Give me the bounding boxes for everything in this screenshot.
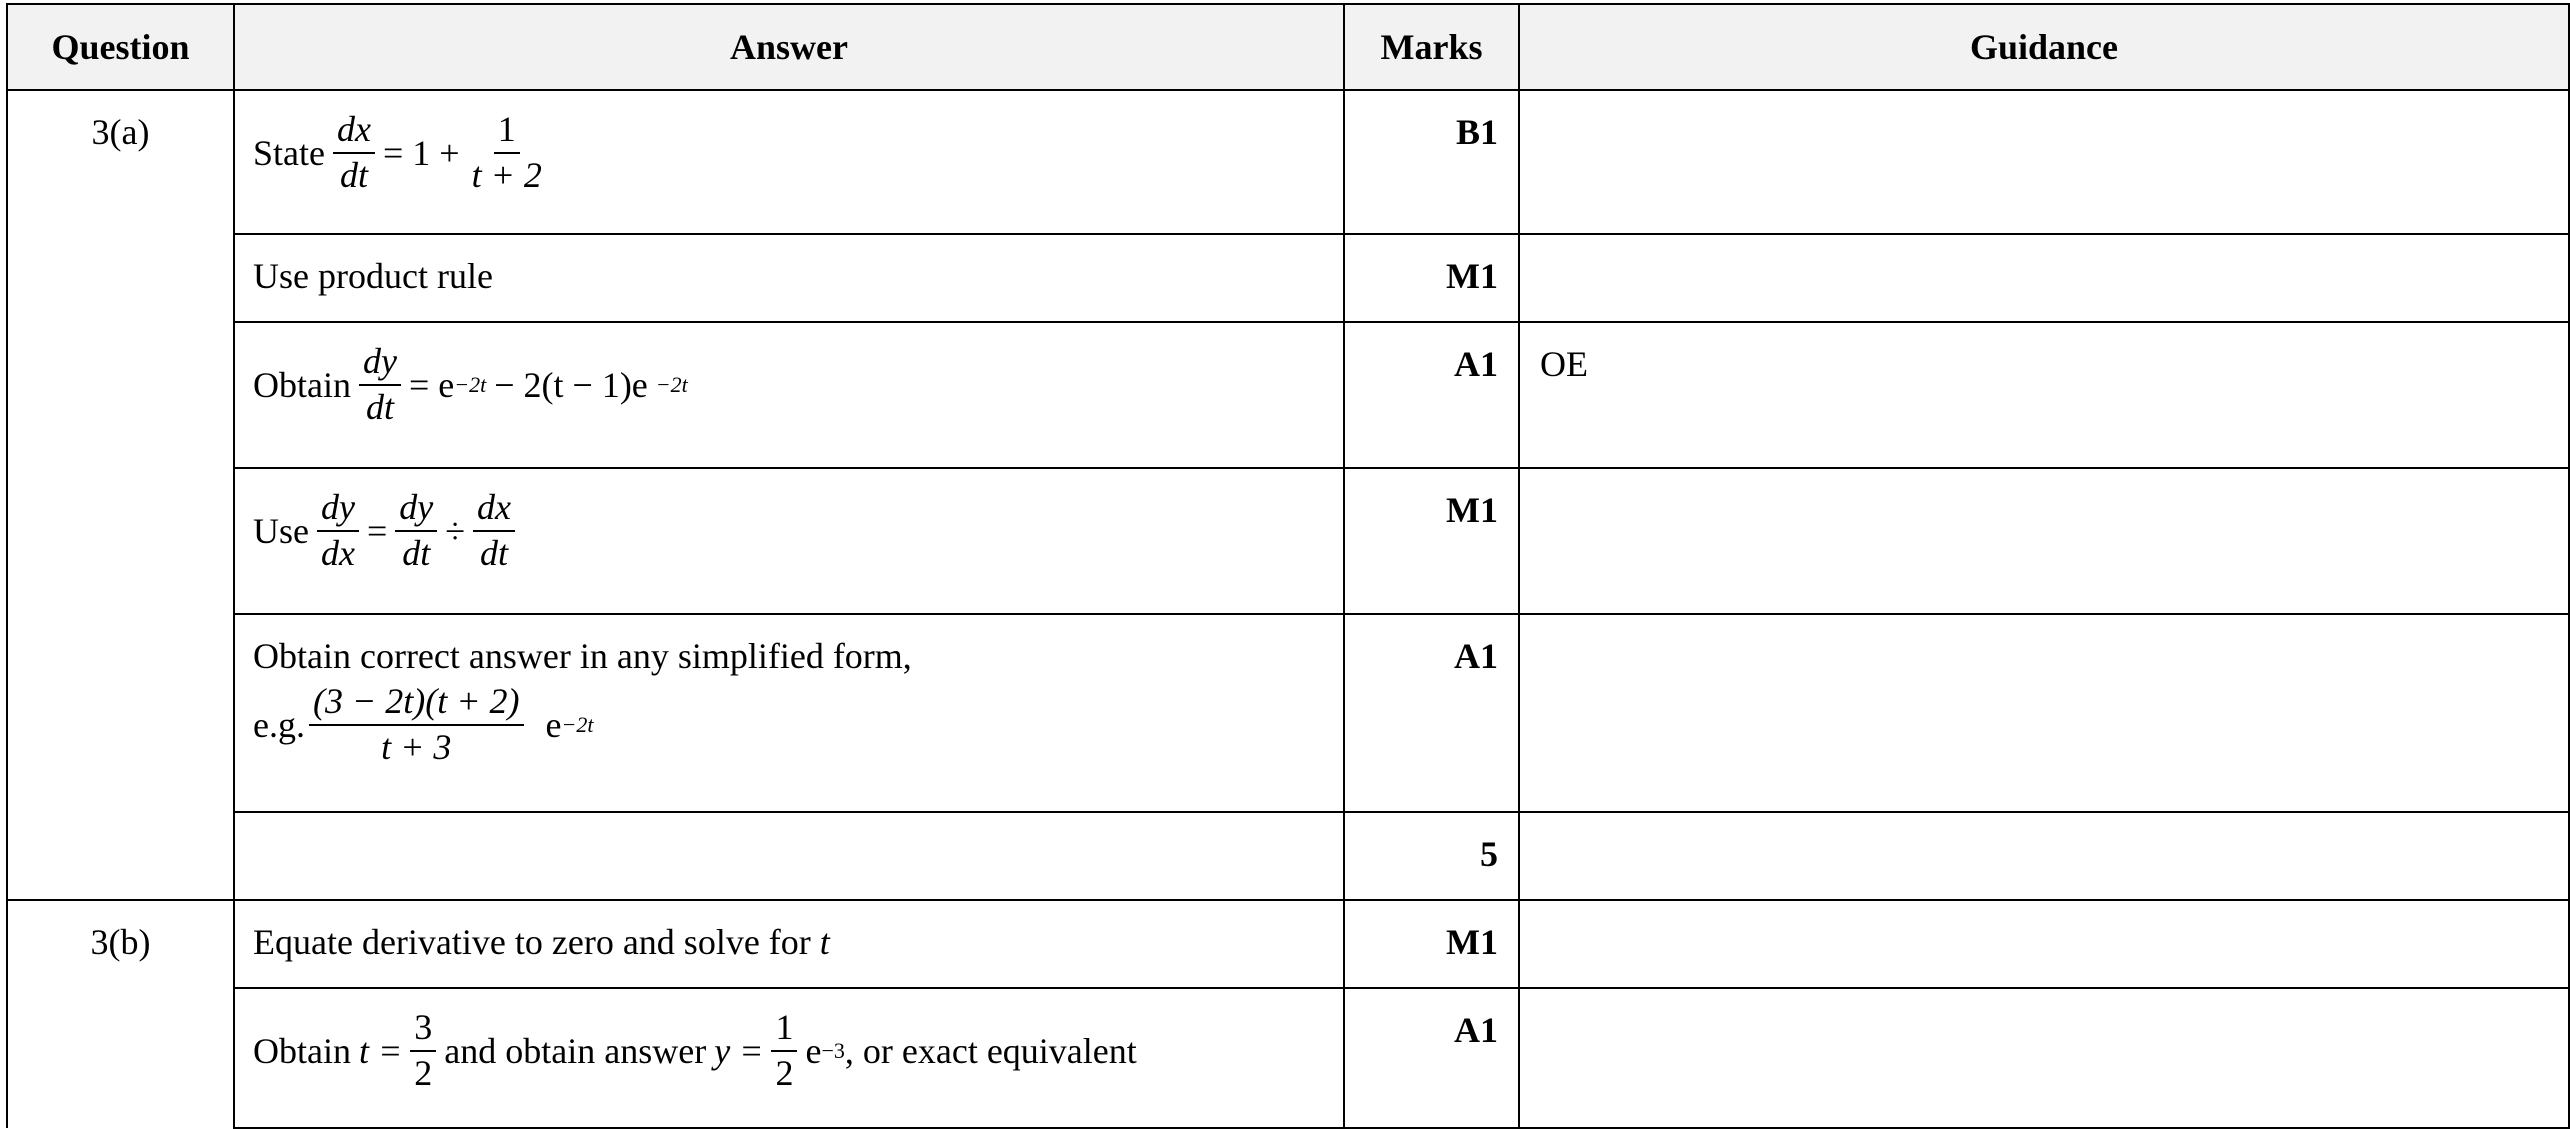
fraction-denominator: 2	[775, 1052, 794, 1093]
guidance-cell	[1519, 234, 2569, 322]
mark-value: A1	[1344, 988, 1519, 1128]
header-row	[7, 4, 2569, 90]
guidance-cell: OE	[1519, 322, 2569, 468]
fraction-numerator: dy	[317, 489, 359, 532]
fraction-denominator: dx	[321, 532, 355, 573]
divide-sign: ÷	[445, 510, 466, 551]
answer-text: Equate derivative to zero and solve for	[253, 922, 811, 962]
question-number	[7, 614, 234, 812]
fraction-numerator: dx	[333, 111, 375, 154]
fraction-denominator: dt	[365, 386, 394, 427]
answer-suffix: , or exact equivalent	[844, 1030, 1137, 1071]
table-row	[7, 90, 2569, 234]
fraction	[317, 489, 359, 573]
mark-value: M1	[1344, 234, 1519, 322]
guidance-cell	[1519, 468, 2569, 614]
fraction-numerator: 1	[771, 1009, 797, 1052]
table-row	[7, 322, 2569, 468]
question-number	[7, 468, 234, 614]
table-row	[7, 988, 2569, 1128]
mark-value: A1	[1344, 322, 1519, 468]
fraction-denominator: dt	[480, 532, 509, 573]
fraction	[473, 489, 515, 573]
fraction-numerator: dy	[395, 489, 437, 532]
fraction	[359, 343, 401, 427]
question-number	[7, 812, 234, 900]
answer-text: Obtain correct answer in any simplified form,	[253, 636, 912, 676]
fraction	[309, 683, 524, 767]
fraction	[410, 1009, 436, 1093]
equation-text: e	[805, 1030, 822, 1071]
guidance-cell	[1519, 614, 2569, 812]
equation-text: t =	[358, 1030, 403, 1071]
guidance-cell	[1519, 90, 2569, 234]
fraction-denominator: 2	[414, 1052, 433, 1093]
table-row	[7, 234, 2569, 322]
fraction-numerator: dx	[473, 489, 515, 532]
guidance-cell	[1519, 900, 2569, 988]
question-number	[7, 988, 234, 1128]
answer-expression: Obtain t = $\frac{3}{2}$ and obtain answer y = $\frac{1}{2}$ e −3 , or exact equivalent	[253, 1007, 1137, 1093]
guidance-cell	[1519, 812, 2569, 900]
mark-value: M1	[1344, 900, 1519, 988]
fraction-numerator: 3	[410, 1009, 436, 1052]
mark-value: B1	[1344, 90, 1519, 234]
answer-variable: t	[819, 922, 830, 962]
example-prefix: e.g.	[253, 704, 305, 745]
answer-cell	[234, 812, 1344, 900]
question-number	[7, 234, 234, 322]
answer-expression	[253, 489, 523, 573]
answer-cell	[234, 614, 1344, 812]
question-number: 3(a)	[7, 90, 234, 234]
table-row	[7, 468, 2569, 614]
equation-text: y =	[714, 1030, 764, 1071]
fraction	[395, 489, 437, 573]
answer-prefix: Obtain	[253, 364, 351, 405]
mark-total: 5	[1344, 812, 1519, 900]
table-row	[7, 900, 2569, 988]
table-row	[7, 614, 2569, 812]
answer-expression	[253, 111, 554, 195]
header-guidance: Guidance	[1519, 4, 2569, 90]
equals-sign: =	[366, 510, 388, 551]
mark-value: A1	[1344, 614, 1519, 812]
answer-expression: e.g. $\frac{(3 - 2t)(t + 2)}{t + 3}$ e −2t	[253, 681, 594, 767]
answer-prefix: Obtain	[253, 1030, 351, 1071]
equation-text: = 1 +	[382, 132, 460, 173]
fraction-denominator: t + 3	[381, 726, 452, 767]
answer-cell	[234, 900, 1344, 988]
equation-text: − 2(t − 1)e	[494, 364, 648, 405]
answer-cell	[234, 468, 1344, 614]
answer-example	[253, 683, 1343, 767]
table-row	[7, 812, 2569, 900]
answer-cell	[234, 90, 1344, 234]
fraction-numerator: 1	[494, 111, 520, 154]
fraction-denominator: dt	[402, 532, 431, 573]
equation-text: = e	[408, 364, 455, 405]
fraction-numerator: dy	[359, 343, 401, 386]
header-marks: Marks	[1344, 4, 1519, 90]
header-question: Question	[7, 4, 234, 90]
equation-text: e	[545, 704, 562, 745]
fraction-numerator: (3 − 2t)(t + 2)	[309, 683, 524, 726]
answer-expression: Obtain $\frac{dy}{dt}$ = e −2t − 2(t − 1)e −2t	[253, 341, 688, 427]
answer-cell	[234, 988, 1344, 1128]
answer-prefix: Use	[253, 510, 309, 551]
question-number	[7, 322, 234, 468]
equation-text: and obtain answer	[444, 1030, 707, 1071]
question-number: 3(b)	[7, 900, 234, 988]
mark-scheme-table	[6, 3, 2570, 1129]
answer-cell: Use product rule	[234, 234, 1344, 322]
fraction-denominator: t + 2	[471, 154, 542, 195]
fraction	[468, 111, 546, 195]
header-answer: Answer	[234, 4, 1344, 90]
answer-cell	[234, 322, 1344, 468]
fraction	[771, 1009, 797, 1093]
answer-prefix: State	[253, 132, 325, 173]
fraction	[333, 111, 375, 195]
mark-value: M1	[1344, 468, 1519, 614]
fraction-denominator: dt	[339, 154, 368, 195]
guidance-cell	[1519, 988, 2569, 1128]
